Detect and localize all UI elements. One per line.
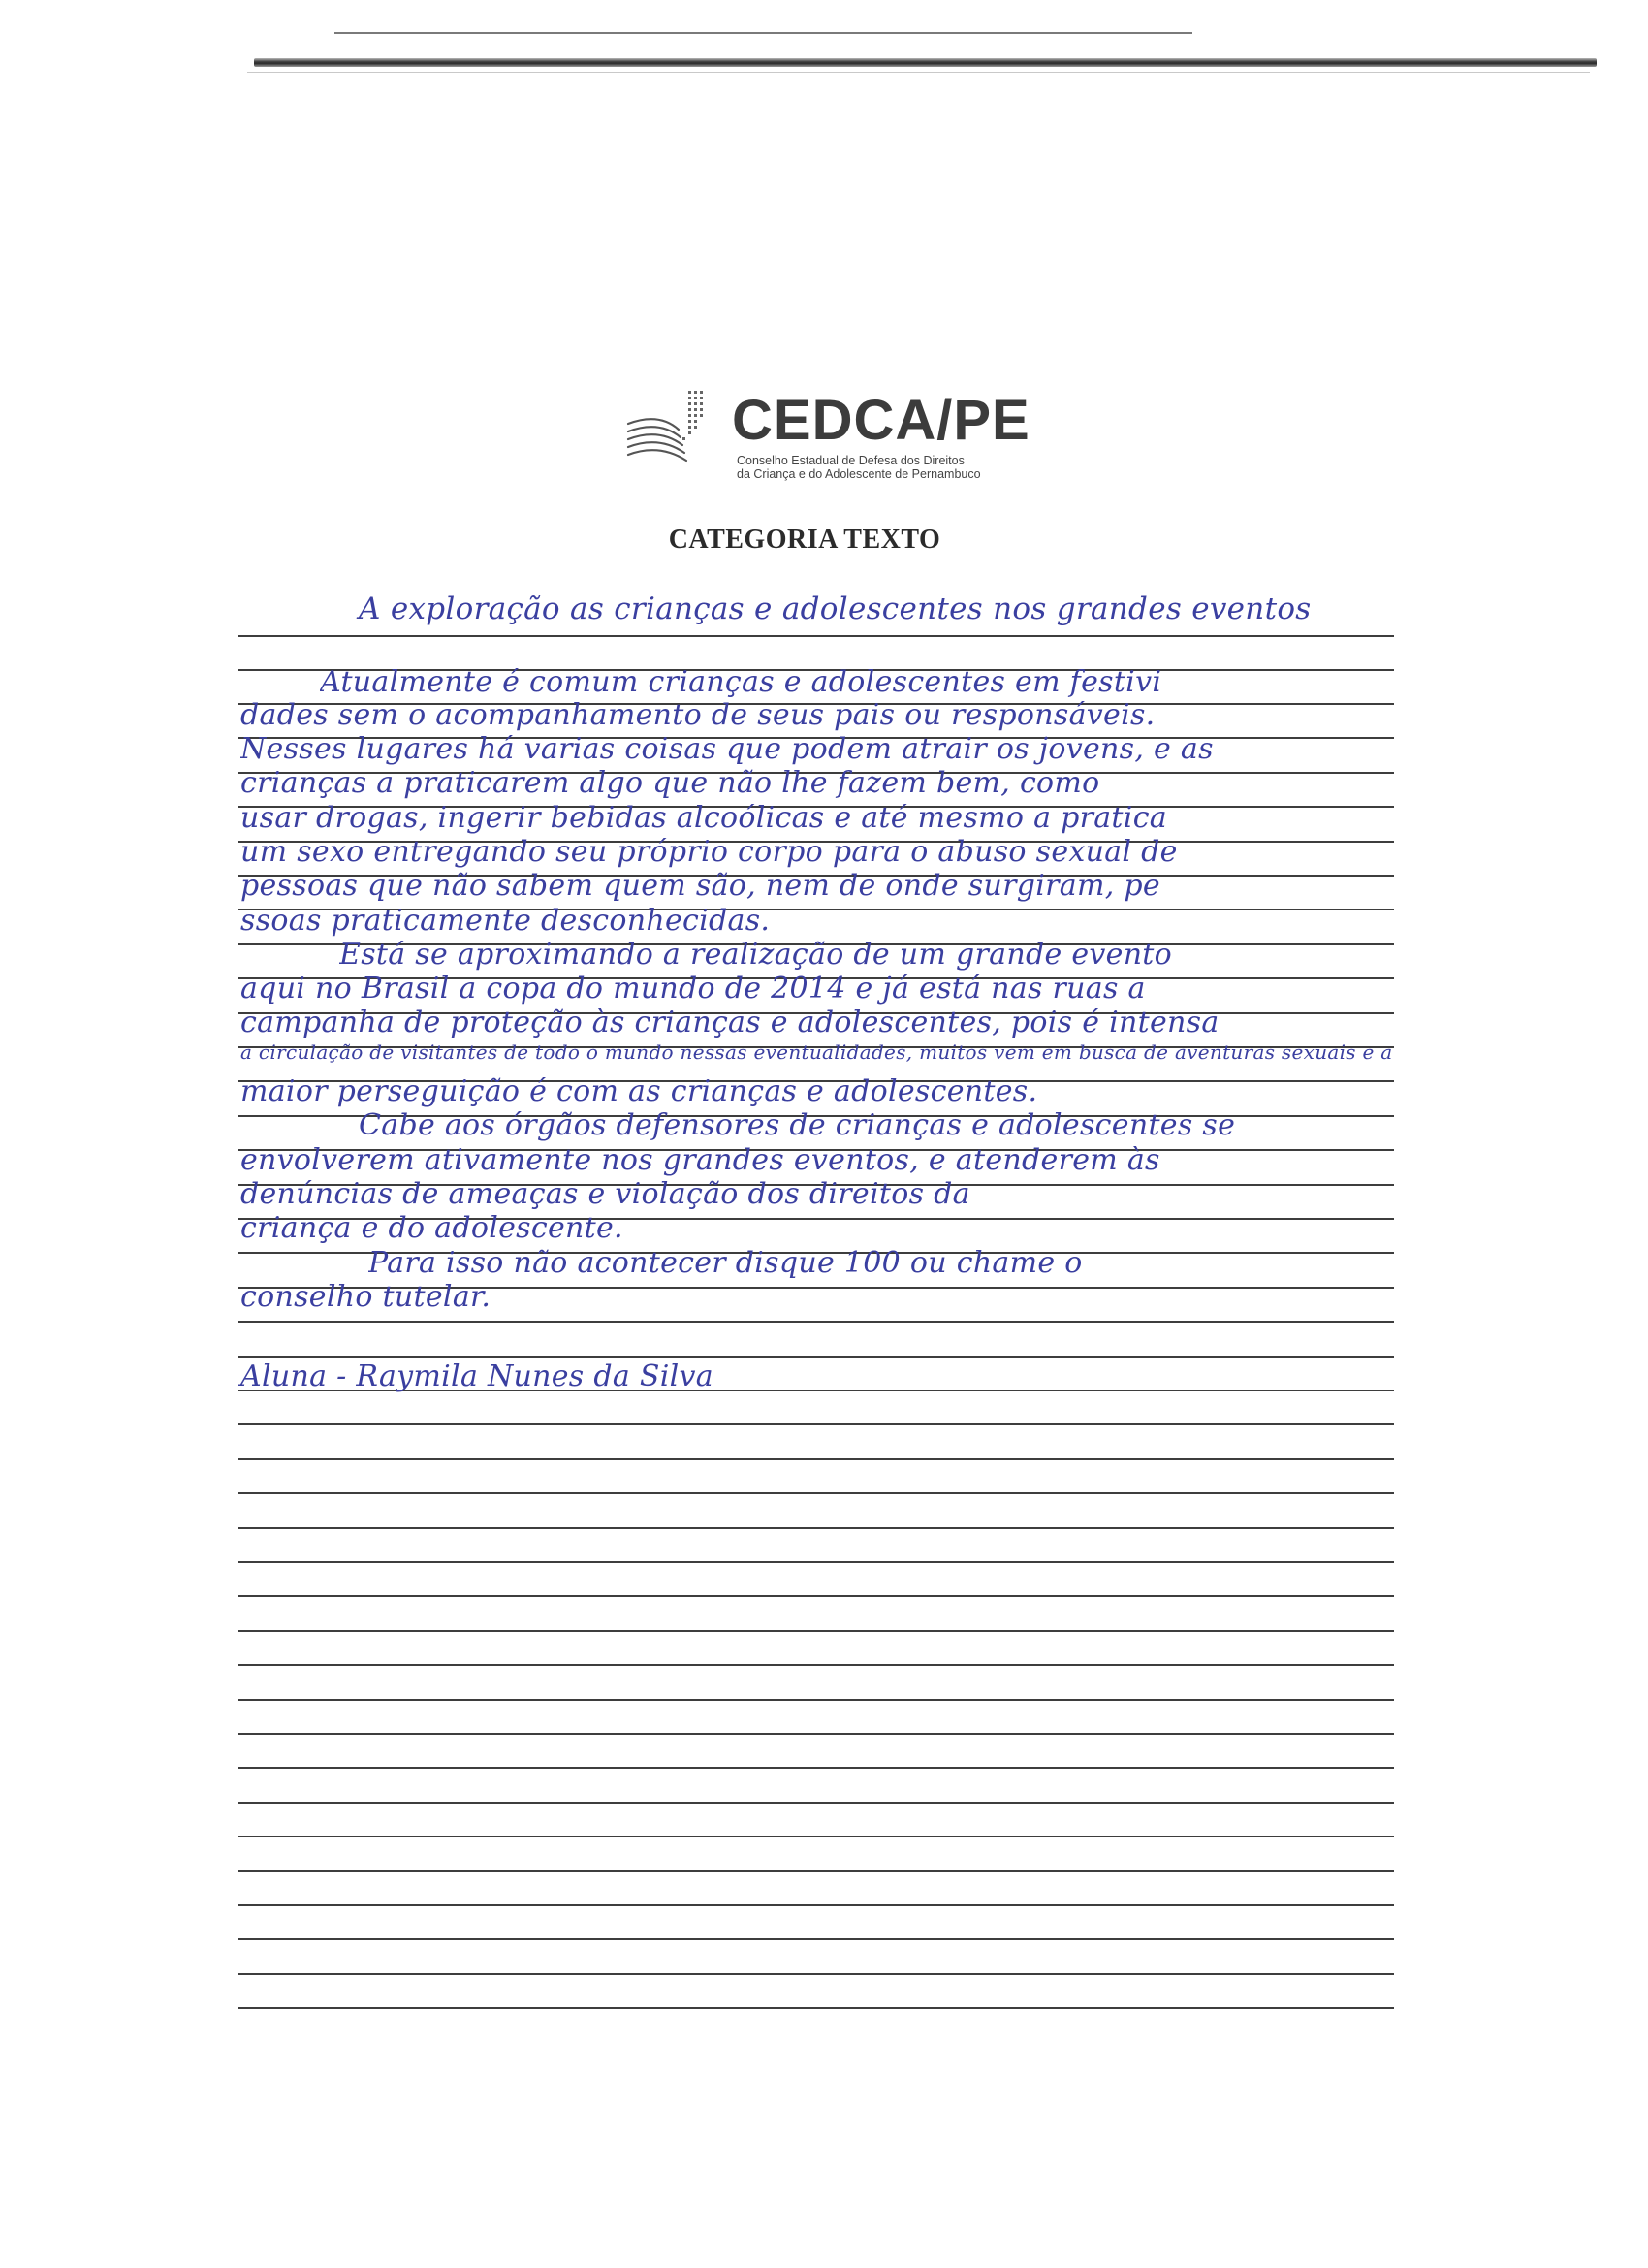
rule-line (238, 1423, 1394, 1425)
essay-line: maior perseguição é com as crianças e adolescentes. (240, 1074, 1038, 1108)
rule-line (238, 1458, 1394, 1460)
rule-line (238, 1321, 1394, 1323)
essay-line: denúncias de ameaças e violação dos direitos da (240, 1177, 970, 1211)
essay-line: aqui no Brasil a copa do mundo de 2014 e já está nas ruas a (240, 972, 1146, 1006)
essay-line: Nesses lugares há varias coisas que podem atrair os jovens, e as (240, 732, 1214, 766)
essay-line: dades sem o acompanhamento de seus pais ou responsáveis. (240, 698, 1156, 732)
rule-line (238, 635, 1394, 637)
rule-line (238, 1904, 1394, 1906)
rule-line (238, 1699, 1394, 1701)
rule-line (238, 1561, 1394, 1563)
rule-line (238, 1356, 1394, 1358)
rule-line (238, 1836, 1394, 1837)
rule-line (238, 1492, 1394, 1494)
essay-line: Cabe aos órgãos defensores de crianças e adolescentes se (359, 1108, 1236, 1142)
essay-title: A exploração as crianças e adolescentes nos grandes eventos (359, 591, 1312, 626)
rule-line (238, 1973, 1394, 1975)
essay-line: ssoas praticamente desconhecidas. (240, 904, 771, 938)
essay-line: crianças a praticarem algo que não lhe fazem bem, como (240, 766, 1100, 800)
rule-line (238, 1870, 1394, 1872)
logo-subtitle-line: da Criança e do Adolescente de Pernambuco (737, 467, 981, 481)
logo-title: CEDCA/PE (732, 389, 1030, 452)
rule-line (238, 1938, 1394, 1940)
essay-line: Para isso não acontecer disque 100 ou chame o (368, 1246, 1083, 1280)
essay-line: campanha de proteção às crianças e adolescentes, pois é intensa (240, 1006, 1220, 1039)
rule-line (238, 2007, 1394, 2009)
rule-line (238, 1733, 1394, 1735)
essay-line: conselho tutelar. (240, 1280, 491, 1314)
essay-line: pessoas que não sabem quem são, nem de onde surgiram, pe (240, 869, 1160, 903)
rule-line (238, 1630, 1394, 1632)
rule-line (238, 1767, 1394, 1769)
rule-line (238, 1664, 1394, 1666)
essay-line: usar drogas, ingerir bebidas alcoólicas e até mesmo a pratica (240, 801, 1167, 835)
essay-line: um sexo entregando seu próprio corpo para o abuso sexual de (240, 835, 1178, 869)
rule-line (238, 1527, 1394, 1529)
essay-line: envolverem ativamente nos grandes eventos, e atenderem às (240, 1143, 1160, 1177)
essay-line: a circulação de visitantes de todo o mundo nessas eventualidades, muitos vem em busca de aventuras sexuais e a (240, 1040, 1393, 1064)
rule-line (238, 1595, 1394, 1597)
rule-line (238, 1802, 1394, 1804)
essay-line: criança e do adolescente. (240, 1211, 623, 1245)
signature: Aluna - Raymila Nunes da Silva (240, 1359, 713, 1393)
logo-subtitle-line: Conselho Estadual de Defesa dos Direitos (737, 454, 965, 467)
essay-line: Atualmente é comum crianças e adolescentes em festivi (320, 665, 1162, 699)
essay-line: Está se aproximando a realização de um grande evento (339, 938, 1173, 972)
category-heading: CATEGORIA TEXTO (668, 525, 941, 555)
